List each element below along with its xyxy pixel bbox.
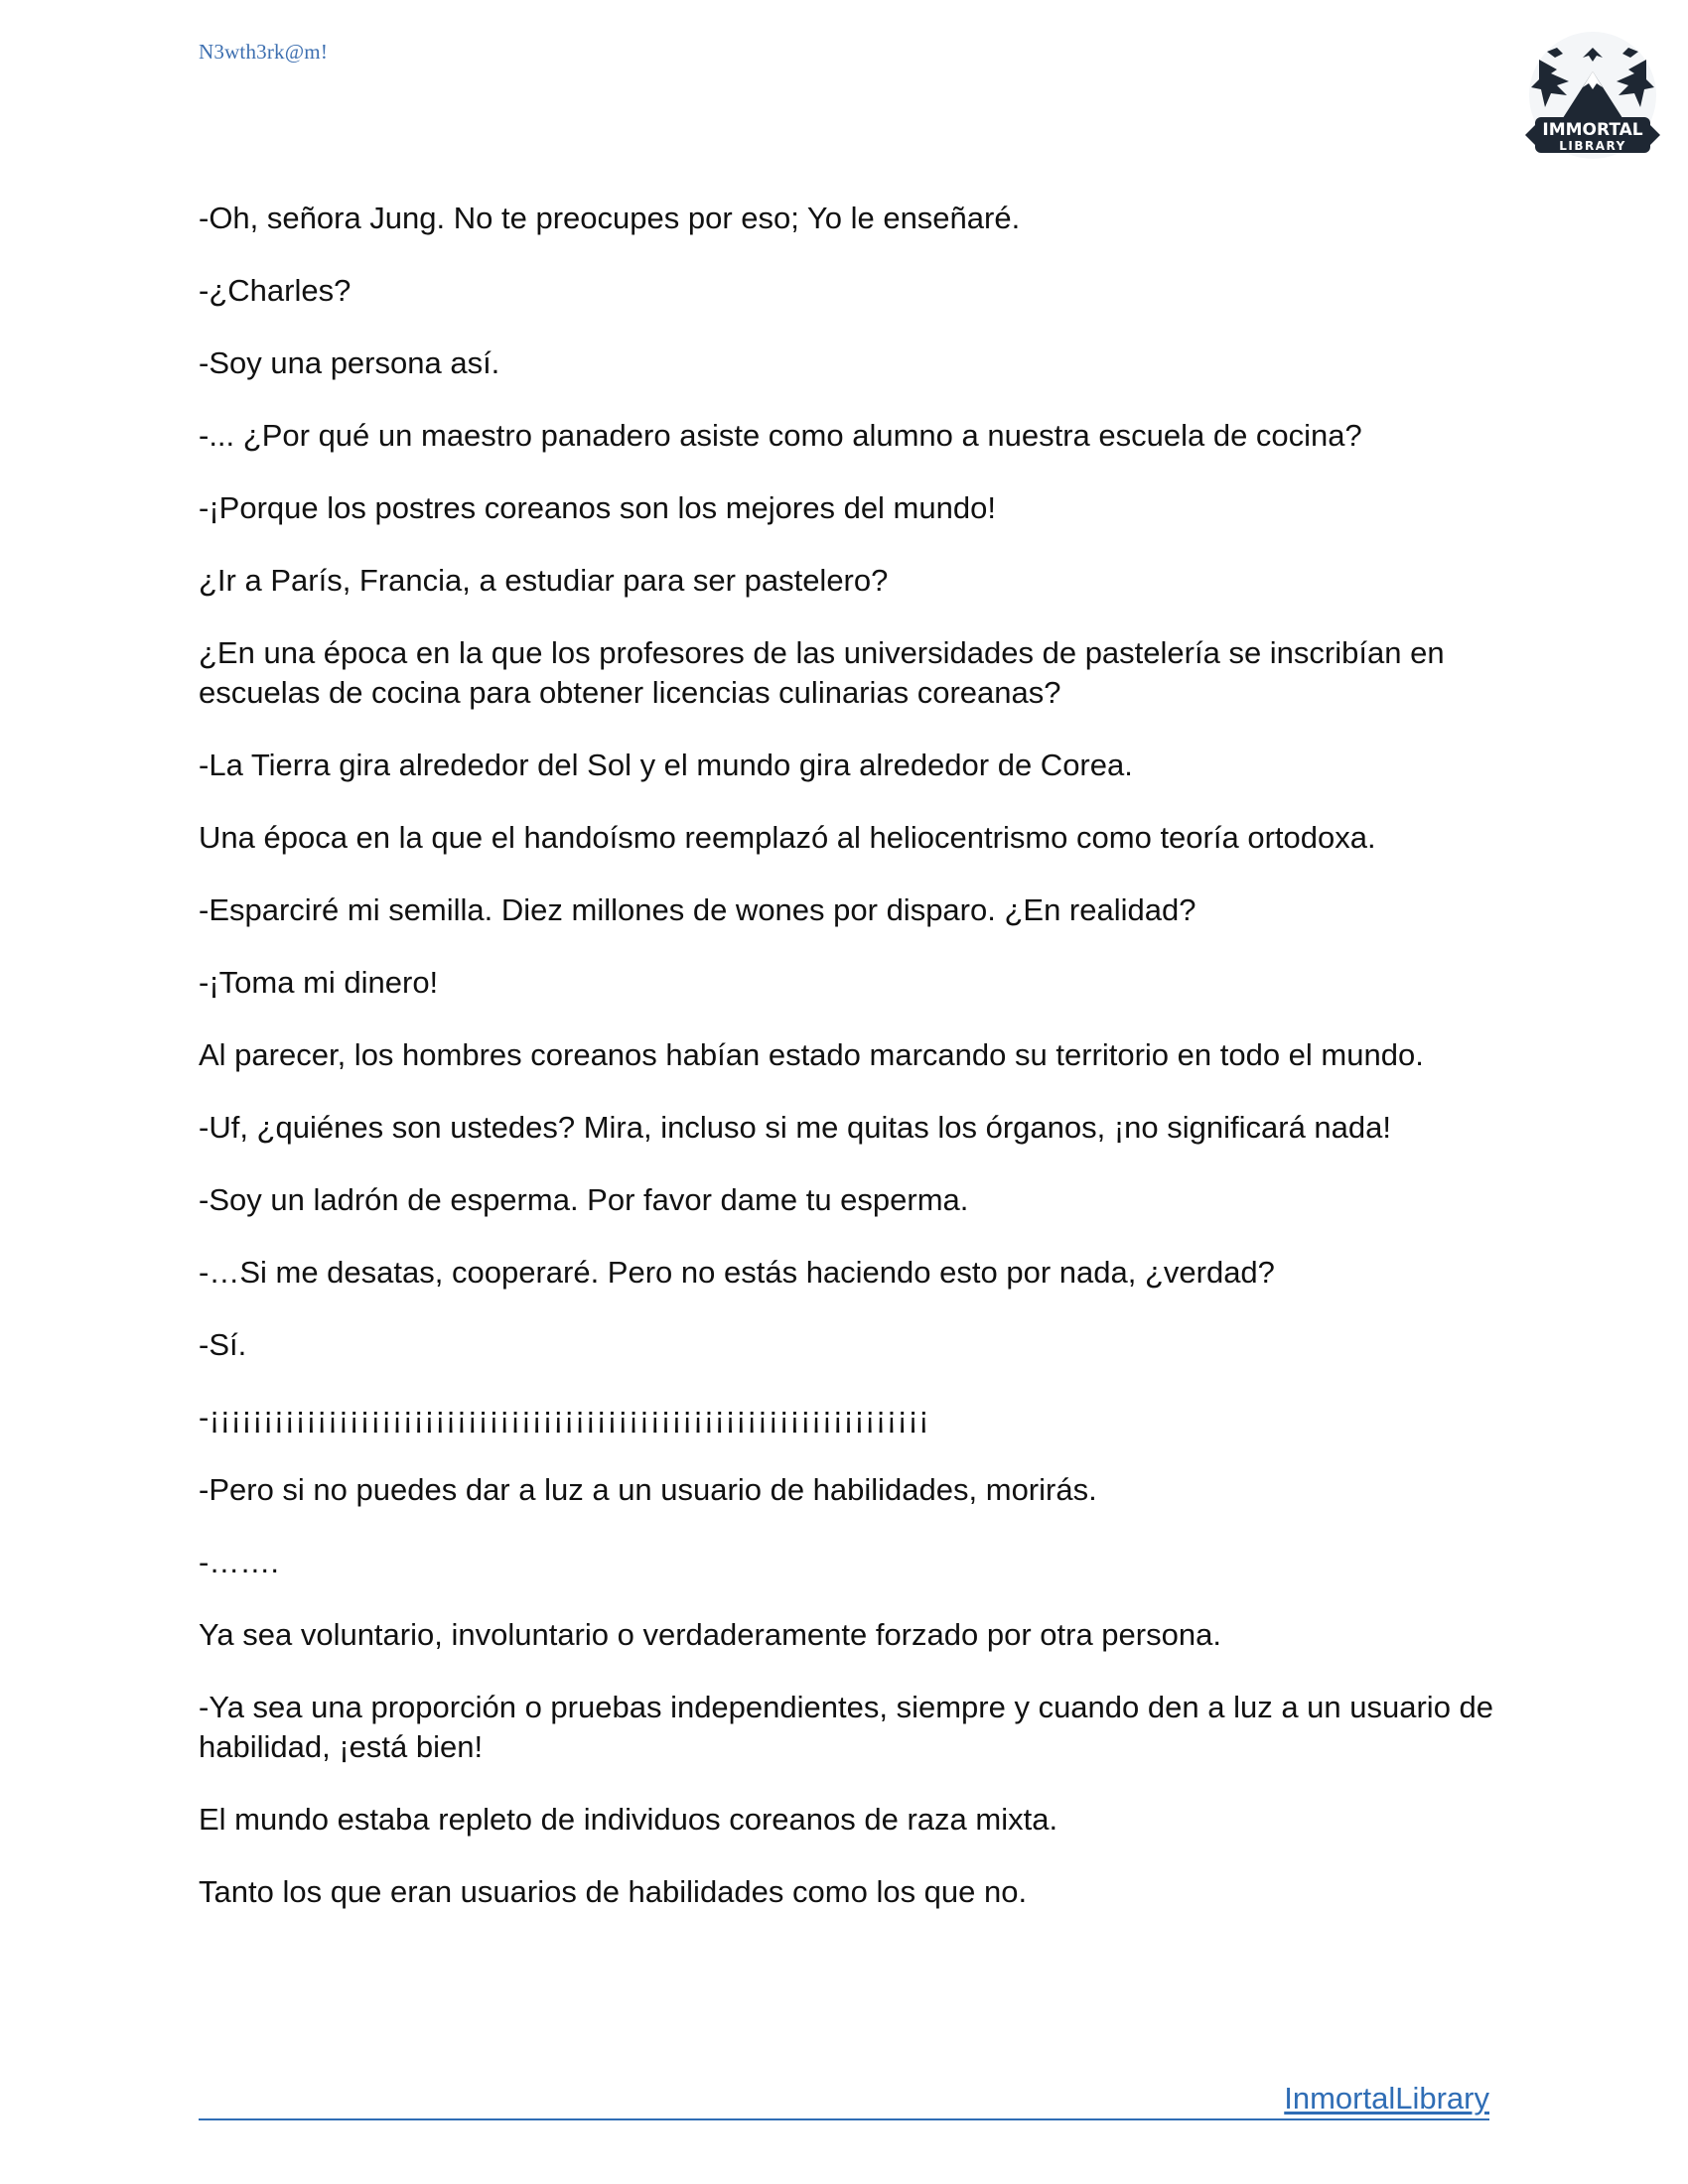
- paragraph: ¿Ir a París, Francia, a estudiar para ser pastelero?: [199, 563, 889, 598]
- logo-line2: LIBRARY: [1559, 139, 1626, 153]
- footer-divider: [199, 2118, 1489, 2120]
- paragraph: -¿Charles?: [199, 273, 352, 308]
- paragraph: -¡Toma mi dinero!: [199, 965, 439, 1000]
- immortal-library-logo: [1517, 30, 1668, 169]
- paragraph: -Sí.: [199, 1327, 247, 1362]
- paragraph: Una época en la que el handoísmo reemplazó al heliocentrismo como teoría ortodoxa.: [199, 820, 1376, 855]
- paragraph: El mundo estaba repleto de individuos coreanos de raza mixta.: [199, 1802, 1058, 1837]
- paragraph: -Uf, ¿quiénes son ustedes? Mira, incluso si me quitas los órganos, ¡no significará nada!: [199, 1110, 1391, 1145]
- paragraph: Al parecer, los hombres coreanos habían estado marcando su territorio en todo el mundo.: [199, 1037, 1424, 1072]
- paragraph: Ya sea voluntario, involuntario o verdaderamente forzado por otra persona.: [199, 1617, 1221, 1652]
- paragraph: -Ya sea una proporción o pruebas independientes, siempre y cuando den a luz a un usuario de habilidad, ¡está bien!: [199, 1690, 1494, 1764]
- footer-library-link[interactable]: InmortalLibrary: [1284, 2081, 1489, 2116]
- logo-line1: IMMORTAL: [1542, 120, 1643, 140]
- paragraph: -... ¿Por qué un maestro panadero asiste como alumno a nuestra escuela de cocina?: [199, 418, 1362, 453]
- paragraph: -…Si me desatas, cooperaré. Pero no estás haciendo esto por nada, ¿verdad?: [199, 1255, 1275, 1290]
- paragraph: Tanto los que eran usuarios de habilidades como los que no.: [199, 1874, 1028, 1909]
- paragraph: -¡¡¡¡¡¡¡¡¡¡¡¡¡¡¡¡¡¡¡¡¡¡¡¡¡¡¡¡¡¡¡¡¡¡¡¡¡¡¡¡¡¡¡¡¡¡¡¡¡¡¡¡¡¡¡¡¡¡¡¡¡¡¡¡¡¡¡: [199, 1400, 929, 1434]
- paragraph: ¿En una época en la que los profesores de las universidades de pastelería se inscribían en escuelas de cocina para obtener licencias culinarias coreanas?: [199, 635, 1445, 710]
- paragraph: -Oh, señora Jung. No te preocupes por eso; Yo le enseñaré.: [199, 201, 1021, 235]
- body-text: [199, 199, 1499, 1945]
- header-handle: N3wth3rk@m!: [199, 40, 329, 64]
- paragraph: -¡Porque los postres coreanos son los mejores del mundo!: [199, 490, 996, 525]
- paragraph: -La Tierra gira alrededor del Sol y el mundo gira alrededor de Corea.: [199, 748, 1133, 782]
- paragraph: -Pero si no puedes dar a luz a un usuario de habilidades, morirás.: [199, 1472, 1097, 1507]
- paragraph: -Soy un ladrón de esperma. Por favor dame tu esperma.: [199, 1182, 969, 1217]
- paragraph: -…….: [199, 1545, 279, 1579]
- paragraph: -Esparciré mi semilla. Diez millones de wones por disparo. ¿En realidad?: [199, 892, 1196, 927]
- paragraph: -Soy una persona así.: [199, 345, 500, 380]
- dragon-mountain-icon: [1517, 30, 1668, 169]
